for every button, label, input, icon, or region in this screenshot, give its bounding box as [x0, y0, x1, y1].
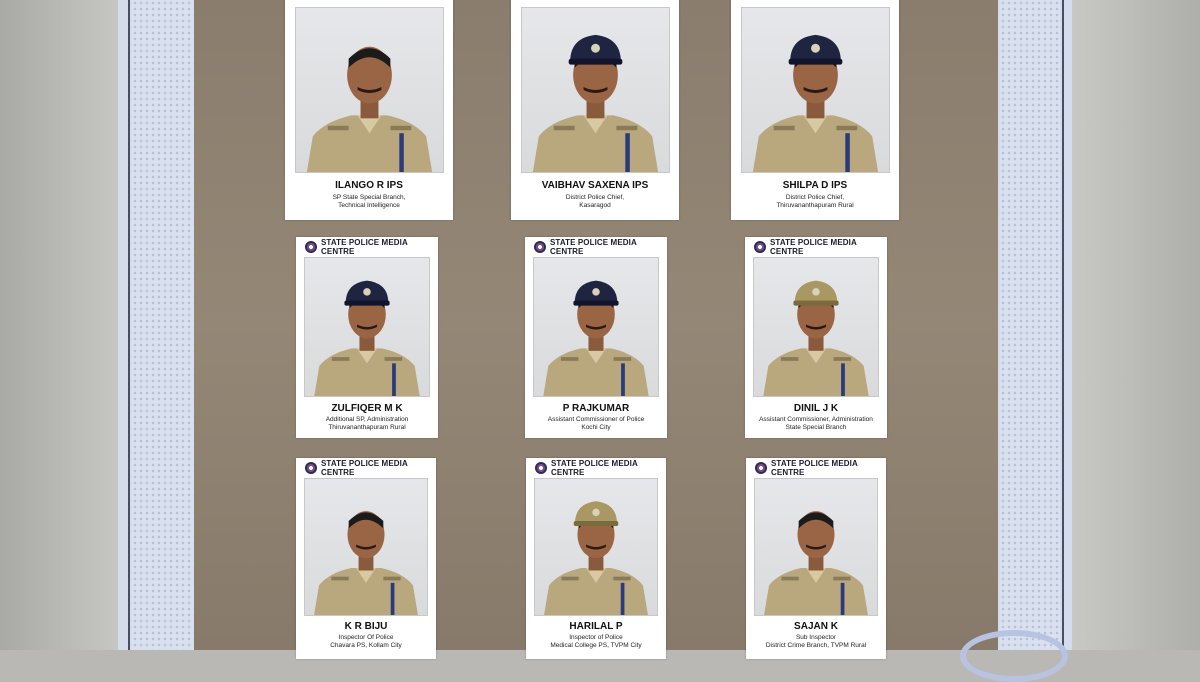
officer-name: K R BIJU — [344, 621, 388, 632]
officer-designation-line1: District Police Chief, — [565, 194, 625, 201]
media-centre-label: STATE POLICE MEDIA CENTRE — [321, 459, 408, 477]
officer-photo — [753, 257, 879, 397]
officer-designation-line2: Chavara PS, Kollam City — [330, 642, 402, 649]
officer-photo — [304, 478, 428, 616]
officer-designation-line1: Inspector of Police — [569, 634, 623, 641]
card-header — [296, 460, 436, 476]
police-emblem-icon — [754, 241, 766, 253]
officer-designation-line1: Sub Inspector — [795, 634, 837, 641]
officer-portrait-icon — [522, 8, 669, 172]
police-emblem-icon — [755, 462, 767, 474]
card-header — [296, 239, 438, 255]
officer-name: ILANGO R IPS — [335, 180, 403, 191]
officer-designation-line2: Thiruvananthapuram Rural — [776, 202, 854, 209]
officer-portrait-icon — [534, 258, 658, 396]
officer-designation-line1: Assistant Commissioner of Police — [547, 416, 645, 423]
officer-name: SAJAN K — [794, 621, 838, 632]
officer-card — [296, 458, 436, 659]
officer-photo — [741, 7, 890, 173]
police-emblem-icon — [305, 241, 317, 253]
officer-photo — [534, 478, 658, 616]
officer-designation-line2: Medical College PS, TVPM City — [550, 642, 642, 649]
officer-designation-line2: State Special Branch — [785, 424, 847, 431]
officer-card — [285, 0, 453, 220]
officer-designation-line2: Thiruvananthapuram Rural — [328, 424, 406, 431]
officer-designation-line2: Kochi City — [581, 424, 611, 431]
media-centre-label: STATE POLICE MEDIA CENTRE — [551, 459, 638, 477]
officer-name: DINIL J K — [793, 403, 839, 414]
decorative-ring — [960, 630, 1068, 682]
officer-portrait-icon — [305, 258, 429, 396]
officer-card — [511, 0, 679, 220]
media-centre-label: STATE POLICE MEDIA CENTRE — [321, 238, 408, 256]
media-centre-label: STATE POLICE MEDIA CENTRE — [770, 238, 857, 256]
officer-portrait-icon — [742, 8, 889, 172]
officer-photo — [521, 7, 670, 173]
officer-portrait-icon — [755, 479, 877, 615]
officer-name: P RAJKUMAR — [562, 403, 630, 414]
officer-portrait-icon — [305, 479, 427, 615]
officer-name: VAIBHAV SAXENA IPS — [541, 180, 649, 191]
officer-name: ZULFIQER M K — [331, 403, 403, 414]
officer-designation-line2: Kasaragod — [579, 202, 611, 209]
officer-designation-line1: Inspector Of Police — [338, 634, 394, 641]
officer-designation-line2: Technical Intelligence — [338, 202, 400, 209]
police-emblem-icon — [535, 462, 547, 474]
officer-card — [745, 237, 887, 438]
officer-designation-line1: District Police Chief, — [785, 194, 845, 201]
officer-card — [526, 458, 666, 659]
card-header — [746, 460, 886, 476]
frame-border-left — [128, 0, 130, 650]
dot-pattern-left — [132, 0, 194, 650]
officer-photo — [533, 257, 659, 397]
officer-portrait-icon — [296, 8, 443, 172]
officer-card — [296, 237, 438, 438]
officer-portrait-icon — [754, 258, 878, 396]
officer-name: SHILPA D IPS — [782, 180, 848, 191]
officer-designation-line2: District Crime Branch, TVPM Rural — [765, 642, 867, 649]
officer-designation-line1: SP State Special Branch, — [332, 194, 406, 201]
media-centre-label: STATE POLICE MEDIA CENTRE — [550, 238, 637, 256]
officer-photo — [754, 478, 878, 616]
dot-pattern-right — [1000, 0, 1060, 650]
card-header — [526, 460, 666, 476]
outer-background-right — [1072, 0, 1200, 650]
officer-card — [731, 0, 899, 220]
police-emblem-icon — [534, 241, 546, 253]
card-header — [525, 239, 667, 255]
officer-photo — [304, 257, 430, 397]
officer-photo — [295, 7, 444, 173]
officer-designation-line1: Assistant Commissioner, Administration — [759, 416, 873, 423]
frame-border-right — [1062, 0, 1064, 650]
card-header — [745, 239, 887, 255]
officer-card — [746, 458, 886, 659]
officer-card — [525, 237, 667, 438]
officer-portrait-icon — [535, 479, 657, 615]
officer-name: HARILAL P — [569, 621, 623, 632]
outer-background-left — [0, 0, 118, 650]
officer-designation-line1: Additional SP, Administration — [325, 416, 409, 423]
media-centre-label: STATE POLICE MEDIA CENTRE — [771, 459, 858, 477]
police-emblem-icon — [305, 462, 317, 474]
